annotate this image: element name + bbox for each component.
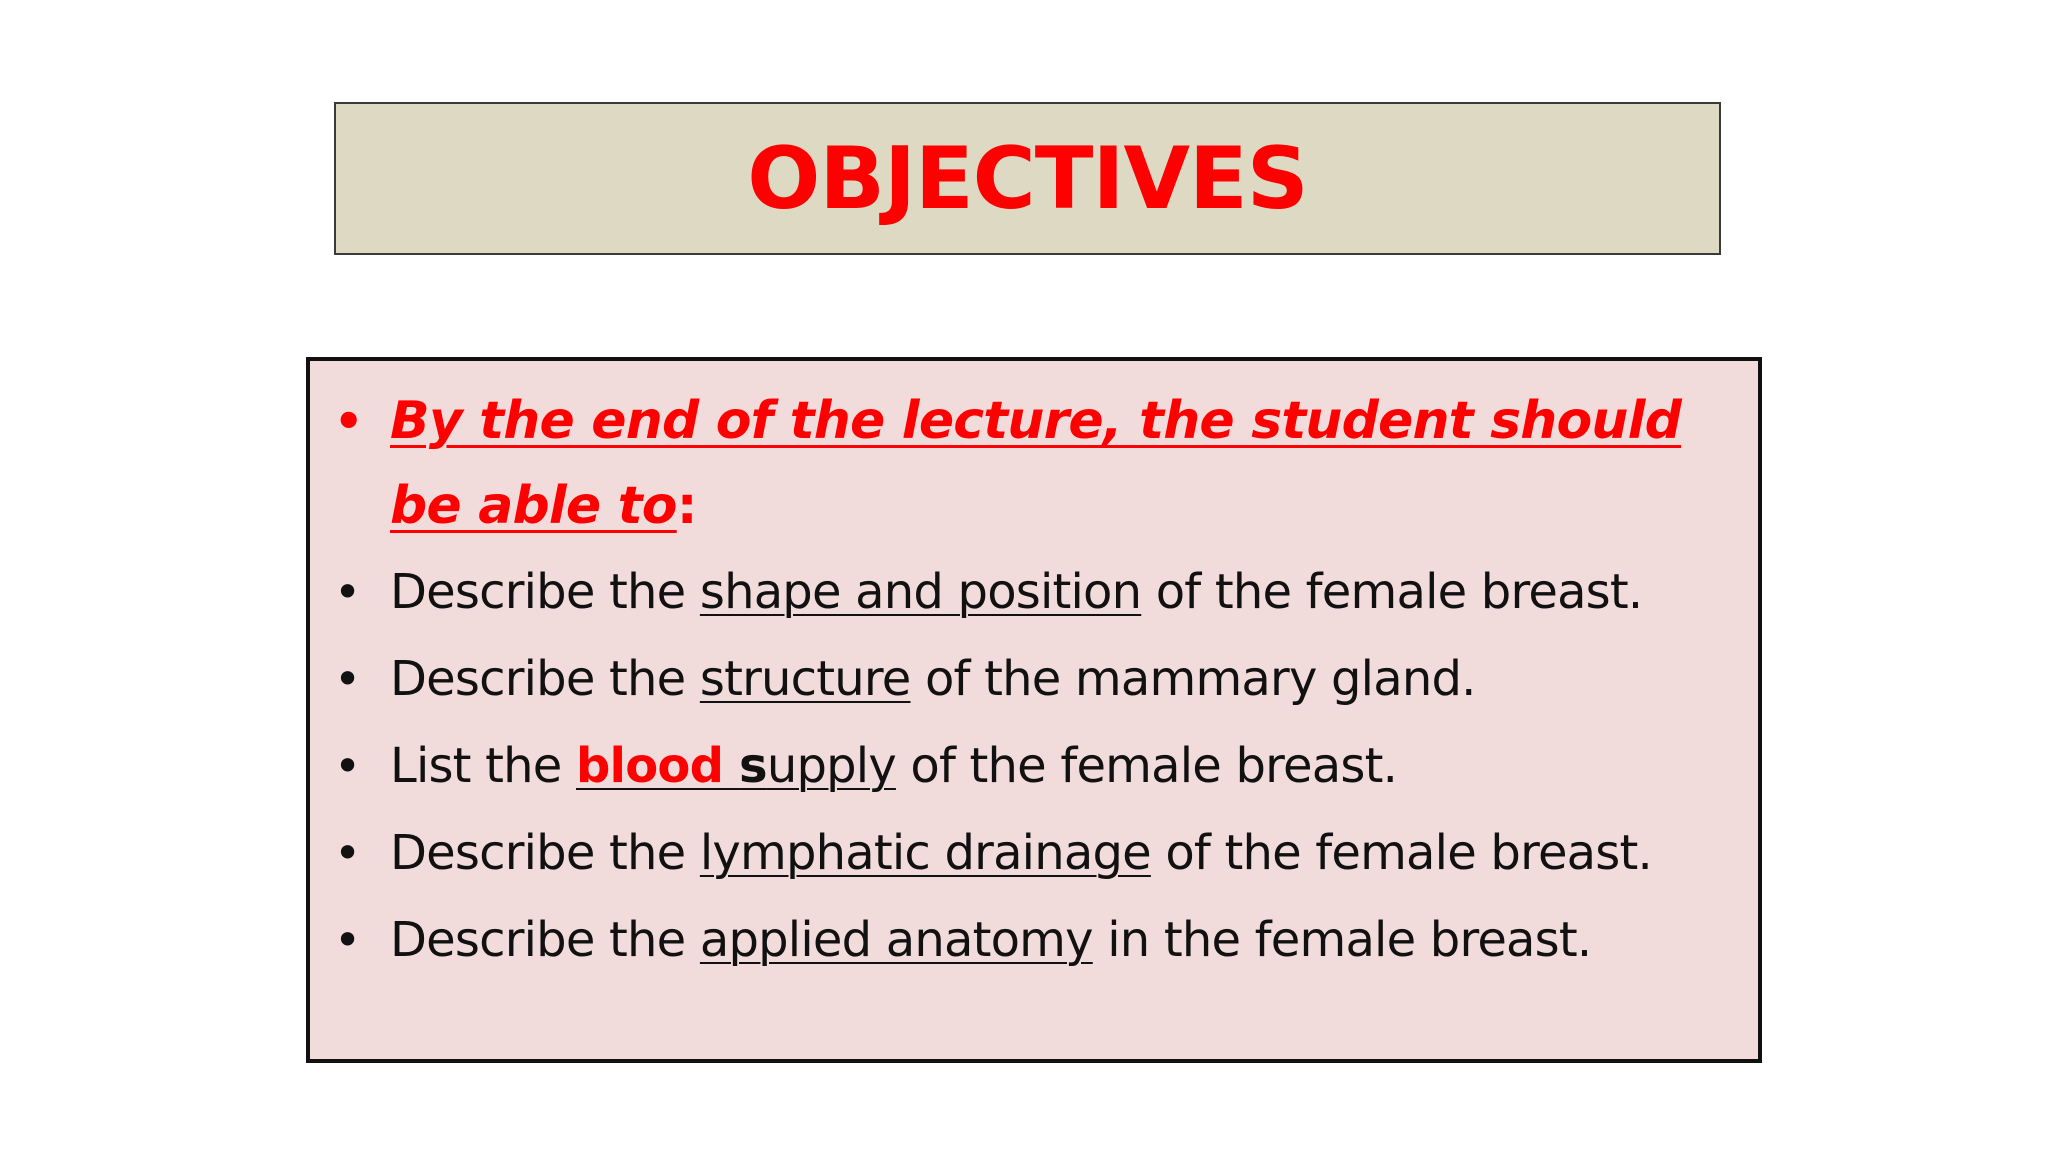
objective-suffix: of the female breast. <box>1150 825 1652 881</box>
objectives-intro <box>330 379 1745 549</box>
bullet-icon: • <box>334 652 361 706</box>
objective-item-structure <box>330 636 1745 723</box>
bullet-icon: • <box>334 826 361 880</box>
objective-keyword: upply <box>766 738 896 794</box>
objective-suffix: of the female breast. <box>895 738 1398 794</box>
objective-prefix: Describe the <box>390 912 700 968</box>
intro-colon: : <box>676 476 697 536</box>
objective-highlight: blood <box>576 738 740 794</box>
objective-keyword: structure <box>699 651 911 707</box>
objective-prefix: Describe the <box>390 564 700 620</box>
objective-prefix: List the <box>390 738 576 794</box>
bullet-icon: • <box>334 913 361 967</box>
objective-item-blood-supply <box>330 723 1745 810</box>
objective-item-applied <box>330 897 1745 984</box>
objective-suffix: of the female breast. <box>1141 564 1643 620</box>
objective-suffix: in the female breast. <box>1092 912 1592 968</box>
objective-item-shape <box>330 549 1745 636</box>
intro-text: By the end of the lecture, the student should be able to <box>390 391 1682 536</box>
objective-prefix: Describe the <box>390 651 700 707</box>
objective-keyword: lymphatic drainage <box>699 825 1151 881</box>
objective-keyword: applied anatomy <box>699 912 1093 968</box>
objective-prefix: Describe the <box>390 825 700 881</box>
title-banner <box>334 102 1721 255</box>
objective-item-lymphatic <box>330 810 1745 897</box>
bullet-icon: • <box>334 739 361 793</box>
objective-keyword: shape and position <box>699 564 1142 620</box>
objective-suffix: of the mammary gland. <box>910 651 1476 707</box>
objectives-panel <box>306 357 1762 1063</box>
bullet-icon: • <box>334 565 361 619</box>
bullet-icon: • <box>334 394 363 448</box>
slide-title: OBJECTIVES <box>747 128 1308 229</box>
objective-keyword-initial: s <box>739 738 767 794</box>
objectives-list <box>330 379 1745 984</box>
